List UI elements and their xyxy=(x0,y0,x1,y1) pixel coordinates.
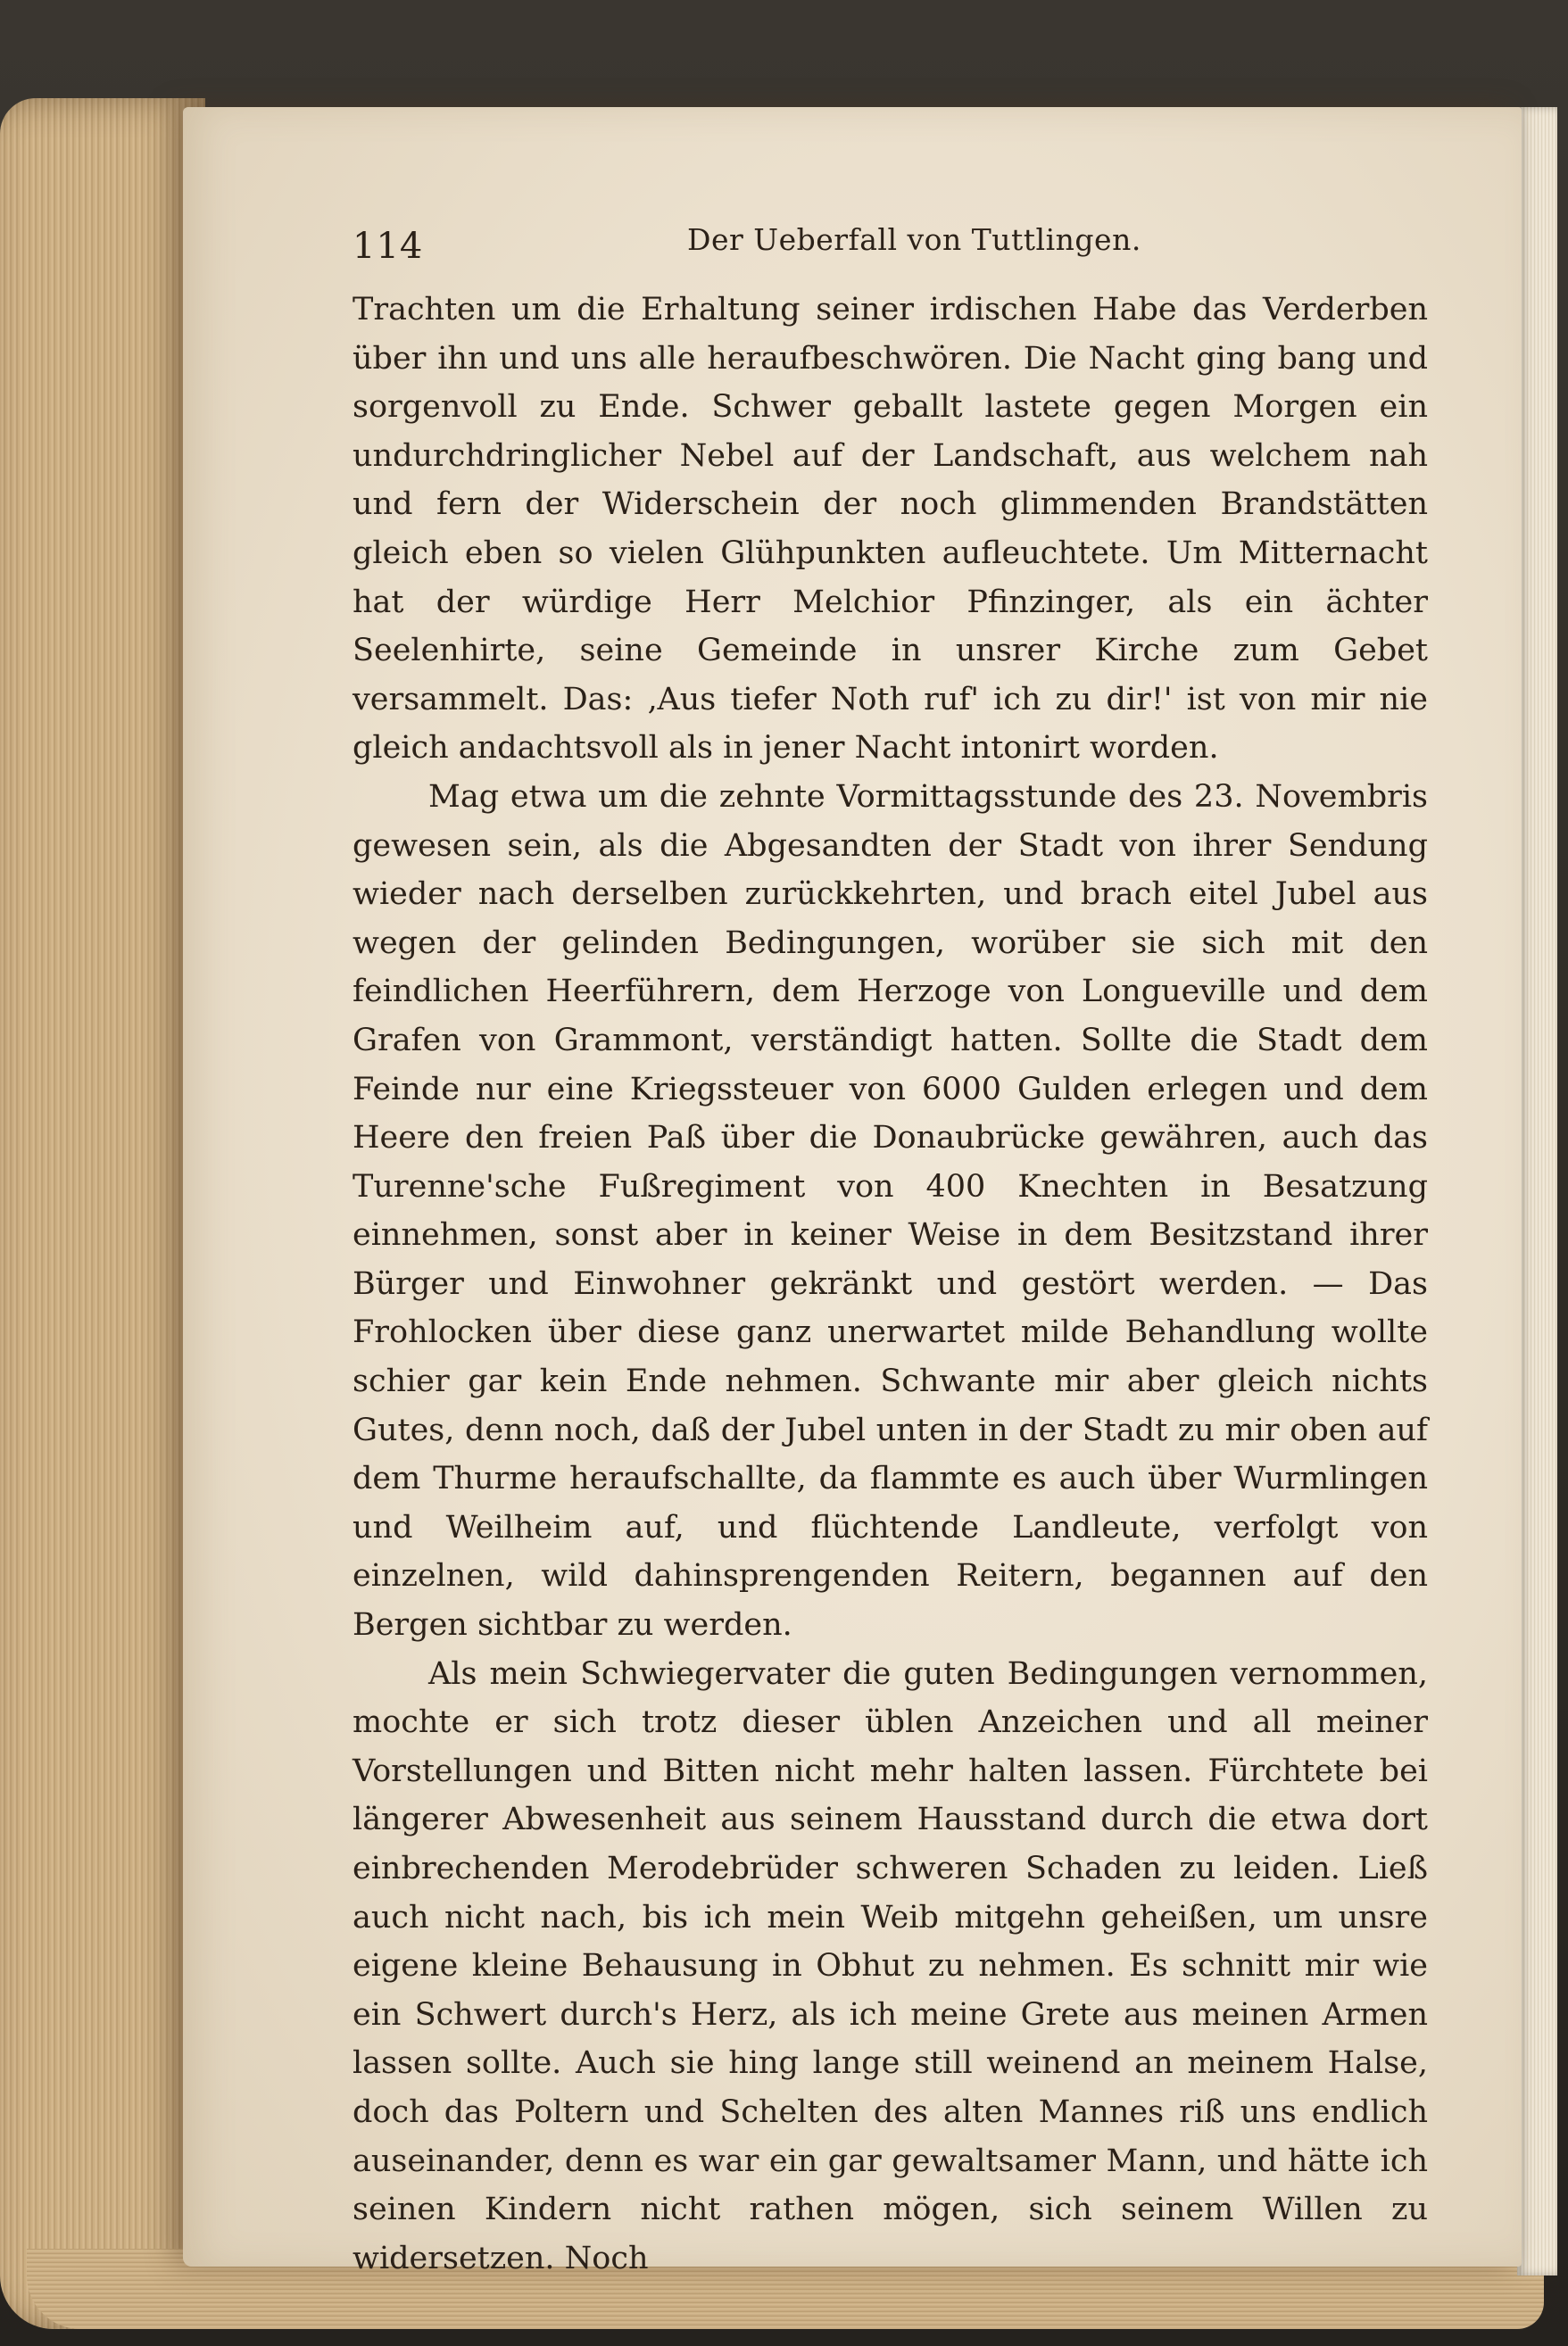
page-number: 114 xyxy=(353,226,424,267)
running-title: Der Ueberfall von Tuttlingen. xyxy=(687,222,1141,257)
book-page-edges-left xyxy=(0,98,205,2329)
page-header xyxy=(353,219,1423,281)
paragraph-2: Mag etwa um die zehnte Vormittagsstunde des 23. Novembris gewesen sein, als die Abgesandten der Stadt von ihrer Sendung wieder nach derselben zurückkehrten, und brach eitel Jubel aus wegen der gelinden Bedingungen, worüber sie sich mit den feindlichen Heerführern, dem Herzoge von Longueville und dem Grafen von Grammont, verständigt hatten. Sollte die Stadt dem Feinde nur eine Kriegssteuer von 6000 Gulden erlegen und dem Heere den freien Paß über die Donaubrücke gewähren, auch das Turenne'sche Fußregiment von 400 Knechten in Besatzung einnehmen, sonst aber in keiner Weise in dem Besitzstand ihrer Bürger und Einwohner gekränkt und gestört werden. — Das Frohlocken über diese ganz unerwartet milde Behandlung wollte schier gar kein Ende nehmen. Schwante mir aber gleich nichts Gutes, denn noch, daß der Jubel unten in der Stadt zu mir oben auf dem Thurme heraufschallte, da flammte es auch über Wurmlingen und Weilheim auf, und flüchtende Landleute, verfolgt von einzelnen, wild dahinsprengenden Reitern, begannen auf den Bergen sichtbar zu werden. xyxy=(353,778,1428,1644)
book-page-edges-right xyxy=(1517,107,1557,2276)
body-text xyxy=(353,286,1428,2283)
paragraph-3: Als mein Schwiegervater die guten Bedingungen vernommen, mochte er sich trotz dieser üblen Anzeichen und all meiner Vorstellungen und Bitten nicht mehr halten lassen. Fürchtete bei längerer Abwesenheit aus seinem Hausstand durch die etwa dort einbrechenden Merodebrüder schweren Schaden zu leiden. Ließ auch nicht nach, bis ich mein Weib mitgehn geheißen, um unsre eigene kleine Behausung in Obhut zu nehmen. Es schnitt mir wie ein Schwert durch's Herz, als ich meine Grete aus meinen Armen lassen sollte. Auch sie hing lange still weinend an meinem Halse, doch das Poltern und Schelten des alten Mannes riß uns endlich auseinander, denn es war ein gar gewaltsamer Mann, und hätte ich seinen Kindern nicht rathen mögen, sich seinem Willen zu widersetzen. Noch xyxy=(353,1655,1428,2276)
paragraph-1: Trachten um die Erhaltung seiner irdischen Habe das Verderben über ihn und uns alle heraufbeschwören. Die Nacht ging bang und sorgenvoll zu Ende. Schwer geballt lastete gegen Morgen ein undurchdringlicher Nebel auf der Landschaft, aus welchem nah und fern der Widerschein der noch glimmenden Brandstätten gleich eben so vielen Glühpunkten aufleuchtete. Um Mitternacht hat der würdige Herr Melchior Pfinzinger, als ein ächter Seelenhirte, seine Gemeinde in unsrer Kirche zum Gebet versammelt. Das: ‚Aus tiefer Noth ruf' ich zu dir!' ist von mir nie gleich andachtsvoll als in jener Nacht intonirt worden. xyxy=(353,292,1428,767)
